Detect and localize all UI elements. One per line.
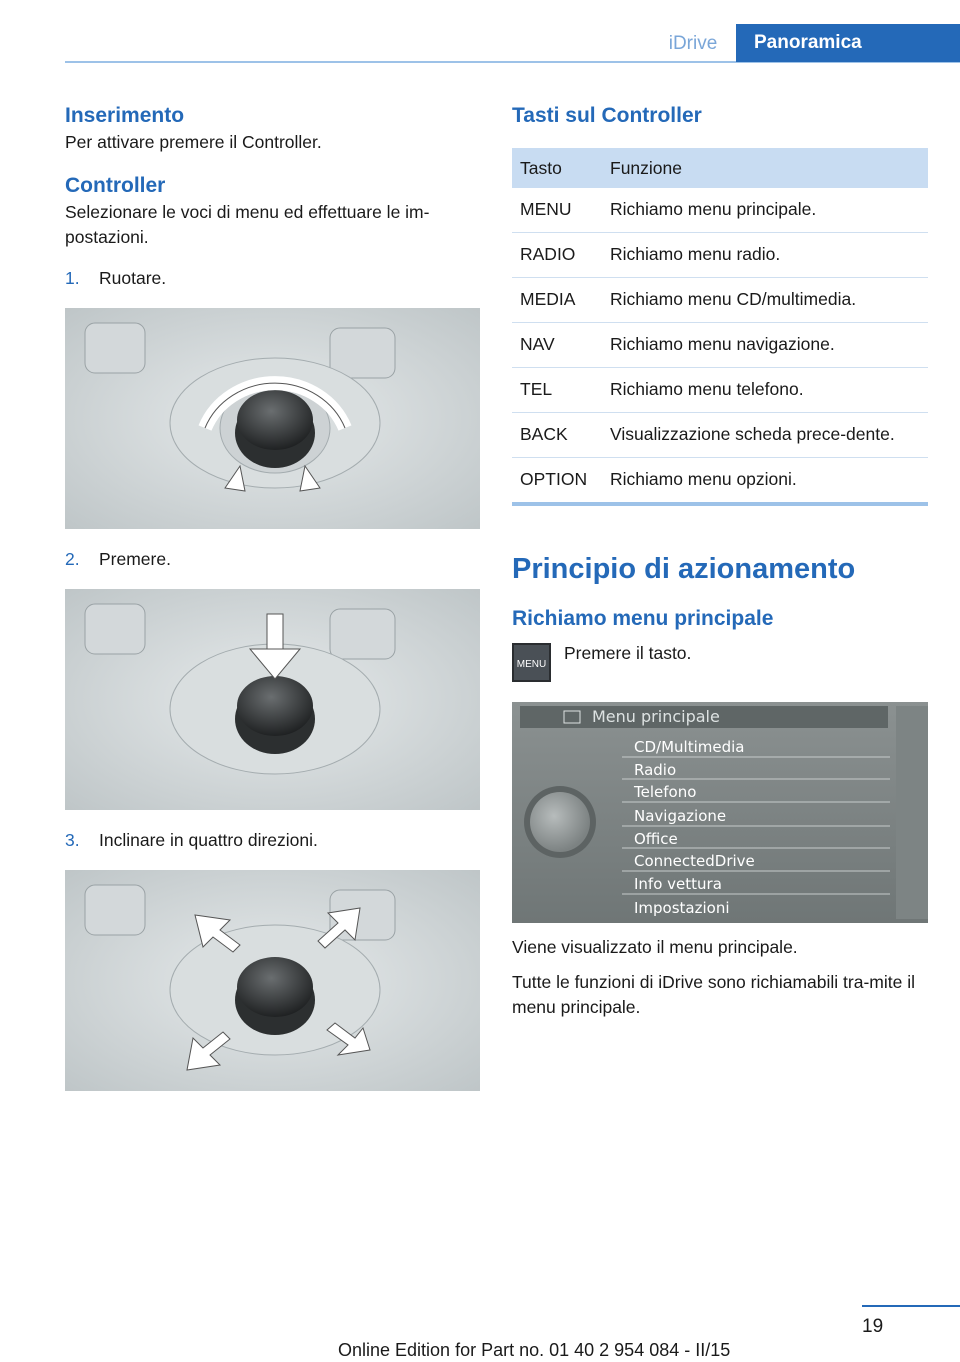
- step-text: Ruotare.: [99, 268, 167, 288]
- premere-text: Premere il tasto.: [564, 643, 692, 663]
- table-row: [512, 368, 928, 413]
- inserimento-heading: Inserimento: [65, 104, 185, 127]
- svg-text:Menu principale: Menu principale: [592, 707, 720, 726]
- menu-instruction: [512, 641, 928, 685]
- controller-keys-table: [512, 148, 928, 506]
- key-cell: BACK: [512, 413, 602, 458]
- menu-button-icon: [512, 643, 551, 682]
- principio-heading: Principio di azionamento: [512, 553, 856, 585]
- key-cell: MENU: [512, 188, 602, 233]
- controller-heading: Controller: [65, 174, 166, 197]
- key-cell: RADIO: [512, 233, 602, 278]
- step-number: 2.: [65, 549, 80, 569]
- table-row: [512, 413, 928, 458]
- step-text: Premere.: [99, 549, 171, 569]
- function-cell: Richiamo menu CD/multimedia.: [602, 278, 928, 323]
- step-2: [65, 547, 480, 572]
- inserimento-text: Per attivare premere il Controller.: [65, 132, 322, 152]
- controller-text: Selezionare le voci di menu ed effettuare le im‐postazioni.: [65, 202, 430, 247]
- table-row: [512, 458, 928, 505]
- function-cell: Richiamo menu opzioni.: [602, 458, 928, 505]
- function-cell: Visualizzazione scheda prece‐dente.: [602, 413, 928, 458]
- key-cell: TEL: [512, 368, 602, 413]
- idrive-main-menu-screen: [512, 702, 928, 923]
- step-number: 1.: [65, 268, 80, 288]
- function-cell: Richiamo menu principale.: [602, 188, 928, 233]
- step-3: [65, 828, 480, 853]
- header-tab-idrive: iDrive: [668, 33, 718, 54]
- footer-line: [862, 1305, 960, 1307]
- function-cell: Richiamo menu navigazione.: [602, 323, 928, 368]
- right-column: [512, 102, 928, 1020]
- screen-item: ConnectedDrive: [634, 852, 755, 870]
- para-1: Viene visualizzato il menu principale.: [512, 937, 798, 957]
- screen-item: Radio: [634, 761, 677, 779]
- controller-rotate-image: [65, 308, 480, 529]
- header-tab-panoramica: Panoramica: [736, 24, 960, 62]
- controller-press-image: [65, 589, 480, 810]
- controller-tilt-image: [65, 870, 480, 1091]
- key-cell: NAV: [512, 323, 602, 368]
- table-header-row: [512, 148, 928, 188]
- page-number: 19: [862, 1316, 884, 1337]
- header-tasto: Tasto: [512, 148, 602, 188]
- edition-text: Online Edition for Part no. 01 40 2 954 084 - II/15: [338, 1340, 731, 1360]
- screen-item: Navigazione: [634, 807, 727, 825]
- left-column: [65, 102, 480, 1109]
- table-row: [512, 278, 928, 323]
- table-row: [512, 323, 928, 368]
- key-cell: MEDIA: [512, 278, 602, 323]
- screen-item: CD/Multimedia: [634, 738, 745, 756]
- richiamo-heading: Richiamo menu principale: [512, 607, 774, 630]
- para-2: Tutte le funzioni di iDrive sono richiamabili tra‐mite il menu principale.: [512, 972, 915, 1017]
- table-row: [512, 188, 928, 233]
- screen-item: Impostazioni: [634, 899, 730, 917]
- screen-item: Info vettura: [634, 875, 722, 893]
- screen-item: Office: [634, 830, 678, 848]
- table-heading: Tasti sul Controller: [512, 104, 702, 127]
- function-cell: Richiamo menu radio.: [602, 233, 928, 278]
- table-row: [512, 233, 928, 278]
- step-1: [65, 266, 480, 291]
- function-cell: Richiamo menu telefono.: [602, 368, 928, 413]
- screen-item: Telefono: [634, 783, 697, 801]
- svg-text:MENU: MENU: [516, 659, 547, 670]
- step-number: 3.: [65, 830, 80, 850]
- header-funzione: Funzione: [602, 148, 928, 188]
- step-text: Inclinare in quattro direzioni.: [99, 830, 318, 850]
- key-cell: OPTION: [512, 458, 602, 505]
